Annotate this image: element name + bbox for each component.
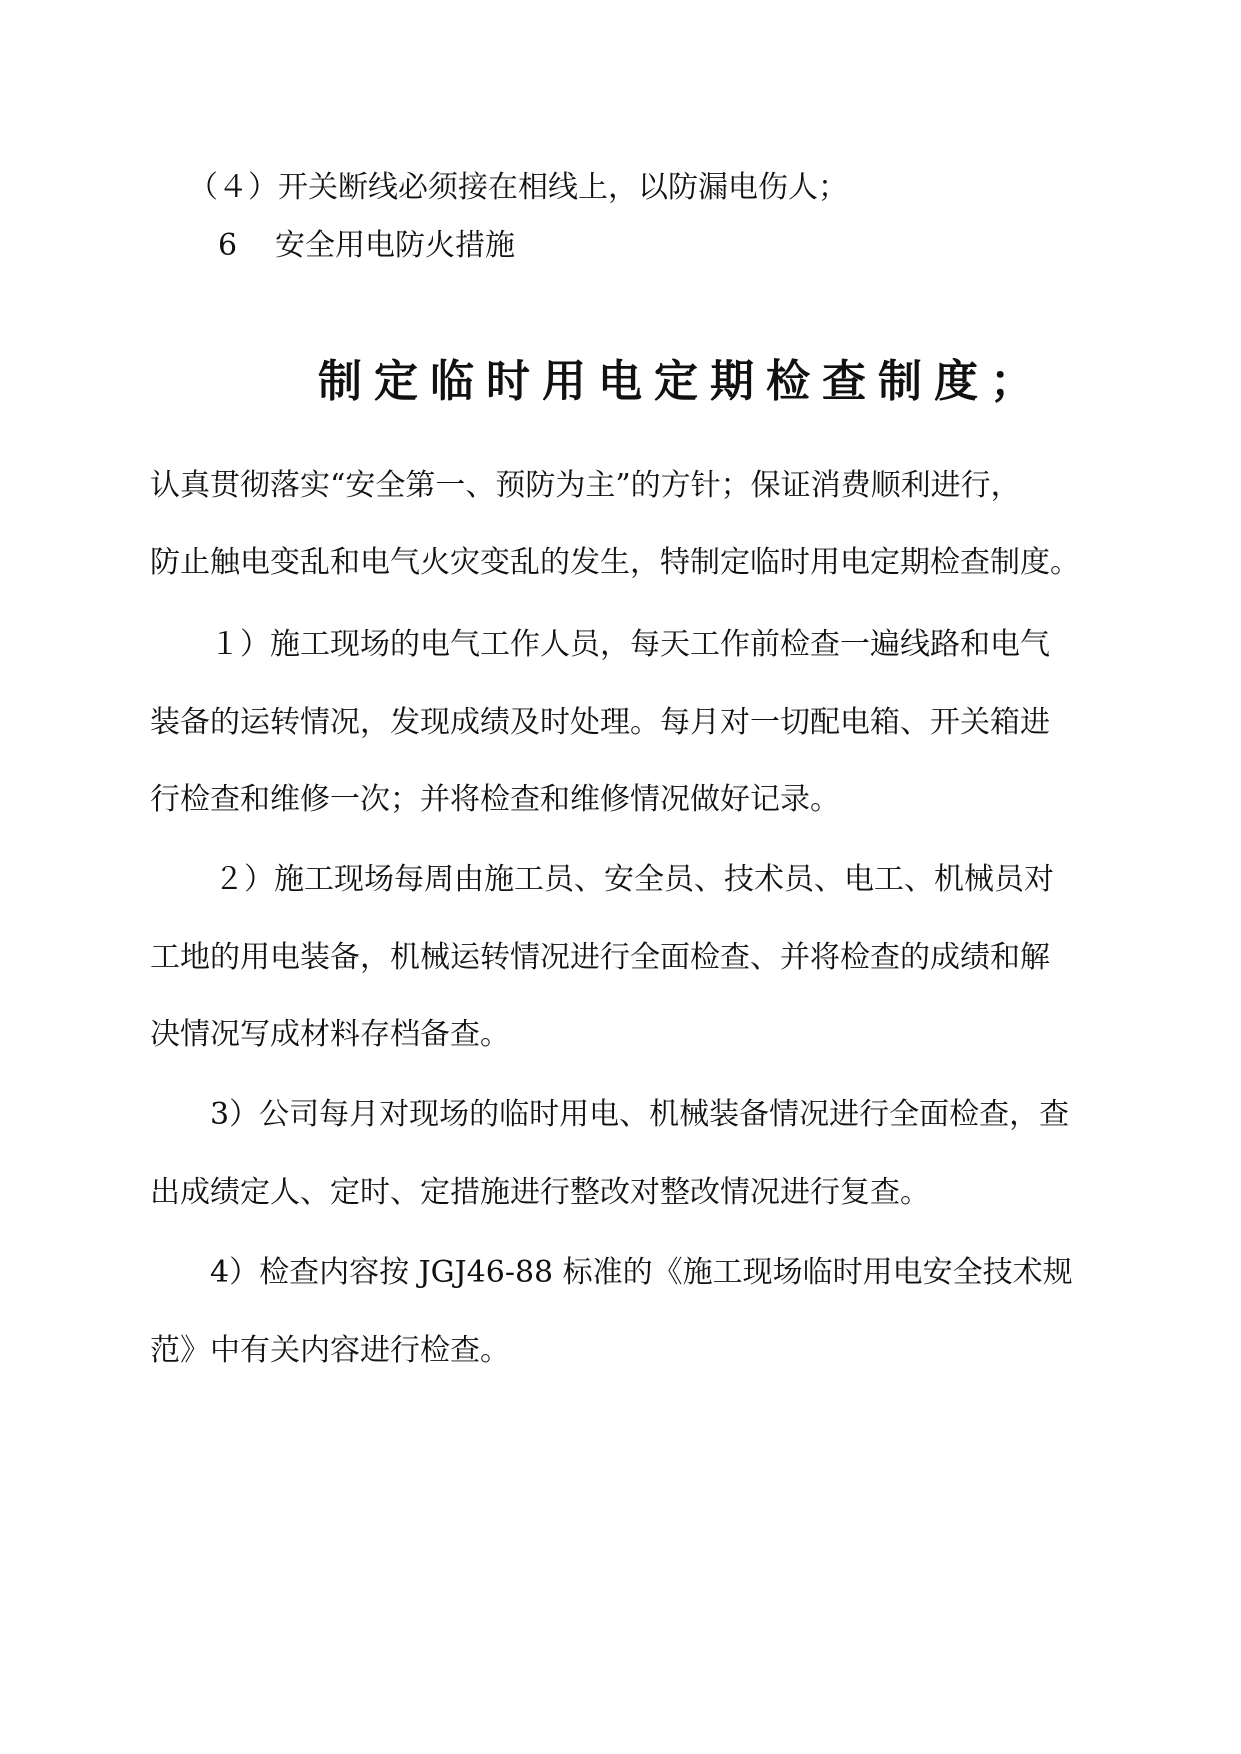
- body-line-6: ２）施工现场每周由施工员、安全员、技术员、电工、机械员对: [214, 862, 1054, 897]
- body-line-11: 4）检查内容按 JGJ46-88 标准的《施工现场临时用电安全技术规: [210, 1255, 1073, 1290]
- page-title: 制定临时用电定期检查制度；: [318, 356, 1046, 407]
- body-line-7: 工地的用电装备，机械运转情况进行全面检查、并将检查的成绩和解: [150, 940, 1050, 975]
- body-line-5: 行检查和维修一次；并将检查和维修情况做好记录。: [150, 782, 840, 817]
- body-line-8: 决情况写成材料存档备查。: [150, 1017, 510, 1052]
- body-line-10: 出成绩定人、定时、定措施进行整改对整改情况进行复查。: [150, 1175, 930, 1210]
- body-line-3: １）施工现场的电气工作人员，每天工作前检查一遍线路和电气: [210, 627, 1050, 662]
- section-6-title: 安全用电防火措施: [275, 228, 515, 263]
- body-line-9: 3）公司每月对现场的临时用电、机械装备情况进行全面检查，查: [210, 1097, 1070, 1132]
- body-line-12: 范》中有关内容进行检查。: [150, 1333, 510, 1368]
- body-line-4: 装备的运转情况，发现成绩及时处理。每月对一切配电箱、开关箱进: [150, 705, 1050, 740]
- body-line-1: 认真贯彻落实“安全第一、预防为主”的方针；保证消费顺利进行，: [150, 468, 1021, 503]
- item-4-switch-wiring: （４）开关断线必须接在相线上，以防漏电伤人；: [188, 170, 848, 205]
- body-line-2: 防止触电变乱和电气火灾变乱的发生，特制定临时用电定期检查制度。: [150, 545, 1080, 580]
- section-6-number: 6: [218, 228, 238, 263]
